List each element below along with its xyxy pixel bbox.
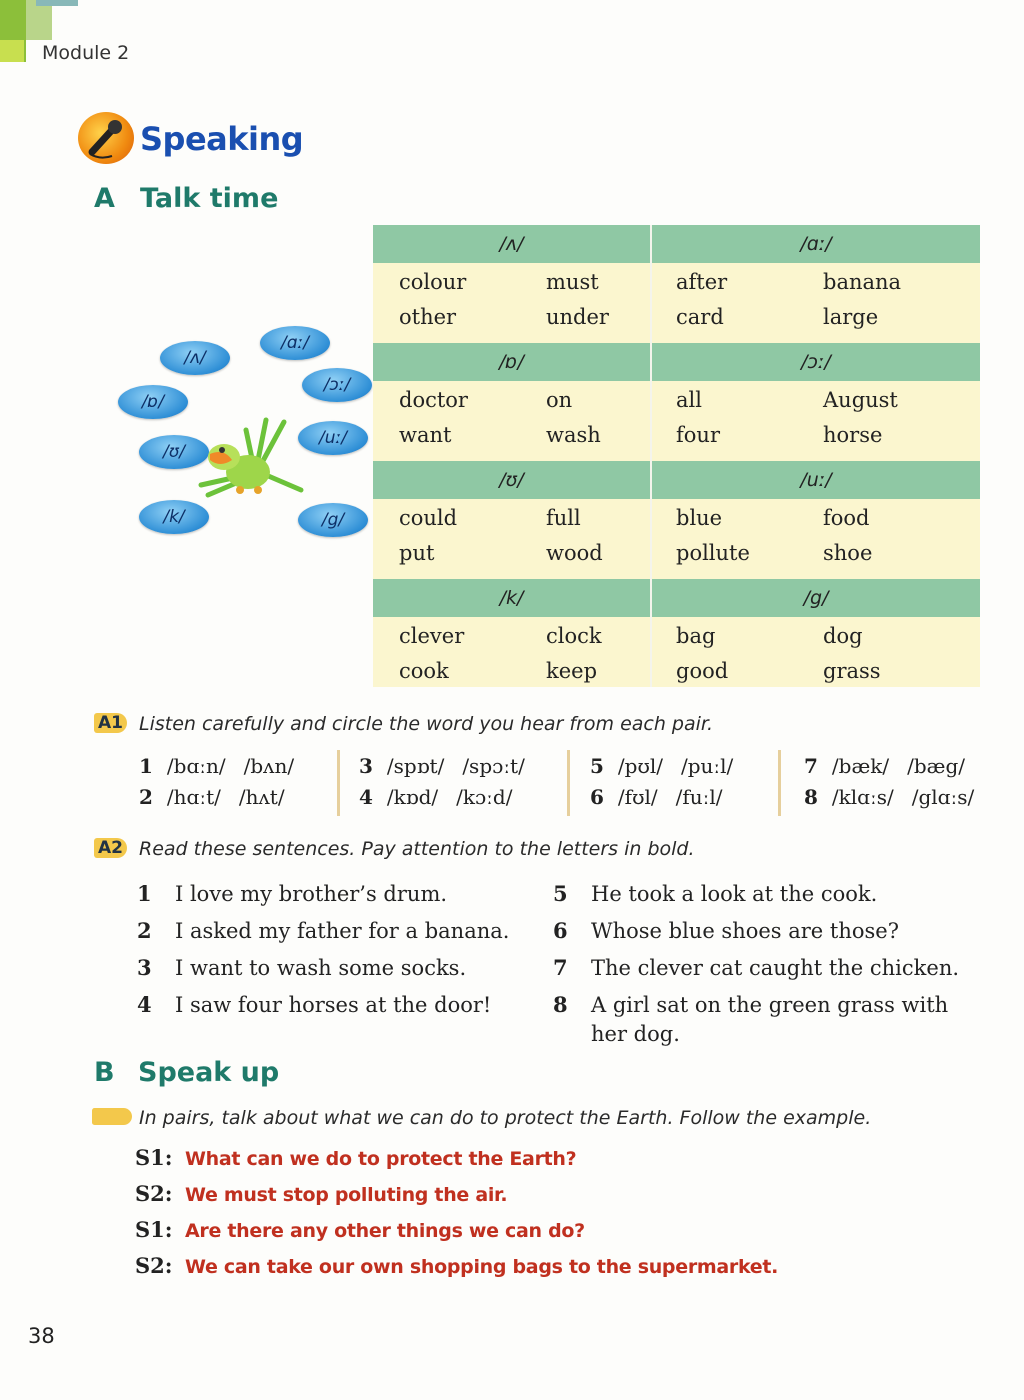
sentence-text: Whose blue shoes are those? bbox=[591, 919, 899, 943]
example-word: other bbox=[399, 305, 457, 329]
listening-pair bbox=[804, 785, 974, 809]
sentence-number: 6 bbox=[553, 918, 568, 943]
item-number: 2 bbox=[139, 785, 153, 809]
example-word: card bbox=[676, 305, 724, 329]
speaker-label: S2: bbox=[135, 1253, 173, 1278]
speaker-label: S2: bbox=[135, 1181, 173, 1206]
sentence-number: 2 bbox=[137, 918, 152, 943]
sound-bubble: /g/ bbox=[298, 503, 368, 537]
sound-bubble: /ʊ/ bbox=[139, 435, 209, 469]
example-word: grass bbox=[823, 659, 881, 683]
option-b[interactable]: /bʌn/ bbox=[243, 754, 295, 778]
item-number: 4 bbox=[359, 785, 373, 809]
sentence-number: 4 bbox=[137, 992, 152, 1017]
option-a[interactable]: /spɒt/ bbox=[386, 754, 445, 778]
listening-pair bbox=[359, 785, 512, 809]
practice-sentence bbox=[553, 992, 948, 1017]
sound-bubble: /k/ bbox=[139, 500, 209, 534]
speaker-label: S1: bbox=[135, 1217, 173, 1242]
corner-decoration bbox=[0, 40, 24, 62]
sentence-text: I want to wash some socks. bbox=[175, 956, 467, 980]
corner-decoration bbox=[36, 0, 78, 6]
option-a[interactable]: /klɑːs/ bbox=[831, 785, 894, 809]
sound-bubble: /ɔː/ bbox=[302, 368, 372, 402]
option-b[interactable]: /kɔːd/ bbox=[456, 785, 513, 809]
speaker-label: S1: bbox=[135, 1145, 173, 1170]
sound-bubble: /ɑː/ bbox=[260, 326, 330, 360]
option-b[interactable]: /spɔːt/ bbox=[462, 754, 525, 778]
example-word: pollute bbox=[676, 541, 750, 565]
sound-bubble: /uː/ bbox=[298, 421, 368, 455]
item-number: 7 bbox=[804, 754, 818, 778]
column-divider bbox=[778, 750, 781, 816]
sound-header: /ɒ/ bbox=[373, 343, 650, 381]
sound-header: /g/ bbox=[652, 579, 980, 617]
example-word: dog bbox=[823, 624, 863, 648]
example-word: horse bbox=[823, 423, 883, 447]
listening-pair bbox=[590, 754, 733, 778]
sentence-text: I love my brother’s drum. bbox=[175, 882, 448, 906]
microphone-icon bbox=[78, 112, 134, 164]
sentence-number: 3 bbox=[137, 955, 152, 980]
example-word: good bbox=[676, 659, 729, 683]
option-a[interactable]: /fʊl/ bbox=[617, 785, 658, 809]
example-word: wood bbox=[546, 541, 603, 565]
sentence-number: 1 bbox=[137, 881, 152, 906]
module-label: Module 2 bbox=[42, 42, 130, 64]
sentence-text: A girl sat on the green grass with bbox=[591, 993, 949, 1017]
column-divider bbox=[337, 750, 340, 816]
page-number: 38 bbox=[28, 1324, 55, 1348]
sentence-text: The clever cat caught the chicken. bbox=[591, 956, 960, 980]
sentence-text: I saw four horses at the door! bbox=[175, 993, 492, 1017]
corner-decoration bbox=[26, 0, 52, 40]
example-word: want bbox=[399, 423, 452, 447]
listening-pair bbox=[139, 785, 285, 809]
sound-bubble: /ɒ/ bbox=[118, 385, 188, 419]
item-number: 6 bbox=[590, 785, 604, 809]
sentence-text: He took a look at the cook. bbox=[591, 882, 878, 906]
example-word: bag bbox=[676, 624, 716, 648]
example-word: August bbox=[823, 388, 898, 412]
column-divider bbox=[567, 750, 570, 816]
example-word: cook bbox=[399, 659, 449, 683]
option-a[interactable]: /bɑːn/ bbox=[166, 754, 226, 778]
a1-instruction: Listen carefully and circle the word you hear from each pair. bbox=[139, 713, 714, 735]
option-a[interactable]: /bæk/ bbox=[831, 754, 890, 778]
sentence-number: 8 bbox=[553, 992, 568, 1017]
option-b[interactable]: /bæg/ bbox=[907, 754, 966, 778]
listening-pair bbox=[590, 785, 723, 809]
sound-bubble: /ʌ/ bbox=[160, 341, 230, 375]
example-word: banana bbox=[823, 270, 902, 294]
practice-sentence bbox=[137, 992, 491, 1017]
example-word: large bbox=[823, 305, 879, 329]
example-word: must bbox=[546, 270, 599, 294]
option-a[interactable]: /hɑːt/ bbox=[166, 785, 221, 809]
section-b-title: Speak up bbox=[138, 1057, 280, 1088]
practice-sentence bbox=[553, 918, 899, 943]
example-word: food bbox=[823, 506, 870, 530]
sound-header: /k/ bbox=[373, 579, 650, 617]
example-word: doctor bbox=[399, 388, 468, 412]
parrot-illustration bbox=[196, 410, 306, 505]
sound-header: /ʊ/ bbox=[373, 461, 650, 499]
example-word: blue bbox=[676, 506, 723, 530]
item-number: 5 bbox=[590, 754, 604, 778]
option-b[interactable]: /puːl/ bbox=[681, 754, 734, 778]
dialogue-line: We can take our own shopping bags to the supermarket. bbox=[185, 1256, 779, 1278]
sentence-number: 7 bbox=[553, 955, 568, 980]
example-word: put bbox=[399, 541, 435, 565]
option-b[interactable]: /fuːl/ bbox=[675, 785, 723, 809]
section-a-letter: A bbox=[94, 183, 115, 214]
instruction-marker bbox=[92, 1108, 132, 1125]
item-number: 1 bbox=[139, 754, 153, 778]
option-b[interactable]: /glɑːs/ bbox=[911, 785, 975, 809]
listening-pair bbox=[359, 754, 525, 778]
example-word: keep bbox=[546, 659, 598, 683]
a2-instruction: Read these sentences. Pay attention to the letters in bold. bbox=[139, 838, 695, 860]
dialogue-line: We must stop polluting the air. bbox=[185, 1184, 508, 1206]
exercise-tag-a2: A2 bbox=[94, 838, 127, 858]
example-word: after bbox=[676, 270, 728, 294]
example-word: could bbox=[399, 506, 458, 530]
sentence-text-continued: her dog. bbox=[591, 1022, 680, 1046]
item-number: 8 bbox=[804, 785, 818, 809]
section-a-title: Talk time bbox=[140, 183, 279, 214]
example-word: under bbox=[546, 305, 609, 329]
example-word: wash bbox=[546, 423, 601, 447]
listening-pair bbox=[139, 754, 294, 778]
practice-sentence bbox=[137, 918, 509, 943]
example-word: clever bbox=[399, 624, 465, 648]
example-word: four bbox=[676, 423, 720, 447]
example-word: clock bbox=[546, 624, 602, 648]
page-title: Speaking bbox=[140, 120, 304, 158]
sound-header: /ɑː/ bbox=[652, 225, 980, 263]
exercise-tag-a1: A1 bbox=[94, 713, 127, 733]
phonics-table bbox=[373, 225, 980, 687]
dialogue-line: Are there any other things we can do? bbox=[185, 1220, 585, 1242]
option-b[interactable]: /hʌt/ bbox=[238, 785, 285, 809]
option-a[interactable]: /pʊl/ bbox=[617, 754, 663, 778]
practice-sentence bbox=[137, 881, 447, 906]
practice-sentence bbox=[137, 955, 466, 980]
option-a[interactable]: /kɒd/ bbox=[386, 785, 439, 809]
sentence-text: I asked my father for a banana. bbox=[175, 919, 510, 943]
practice-sentence bbox=[553, 881, 877, 906]
example-word: full bbox=[546, 506, 581, 530]
example-word: all bbox=[676, 388, 702, 412]
item-number: 3 bbox=[359, 754, 373, 778]
section-b-letter: B bbox=[94, 1057, 115, 1088]
example-word: colour bbox=[399, 270, 467, 294]
section-b-instruction: In pairs, talk about what we can do to protect the Earth. Follow the example. bbox=[139, 1107, 872, 1129]
sound-header: /ɔː/ bbox=[652, 343, 980, 381]
example-word: on bbox=[546, 388, 573, 412]
example-word: shoe bbox=[823, 541, 873, 565]
practice-sentence bbox=[553, 955, 959, 980]
sentence-number: 5 bbox=[553, 881, 568, 906]
table-divider bbox=[650, 225, 652, 687]
dialogue-line: What can we do to protect the Earth? bbox=[185, 1148, 577, 1170]
sound-header: /ʌ/ bbox=[373, 225, 650, 263]
sound-header: /uː/ bbox=[652, 461, 980, 499]
listening-pair bbox=[804, 754, 965, 778]
